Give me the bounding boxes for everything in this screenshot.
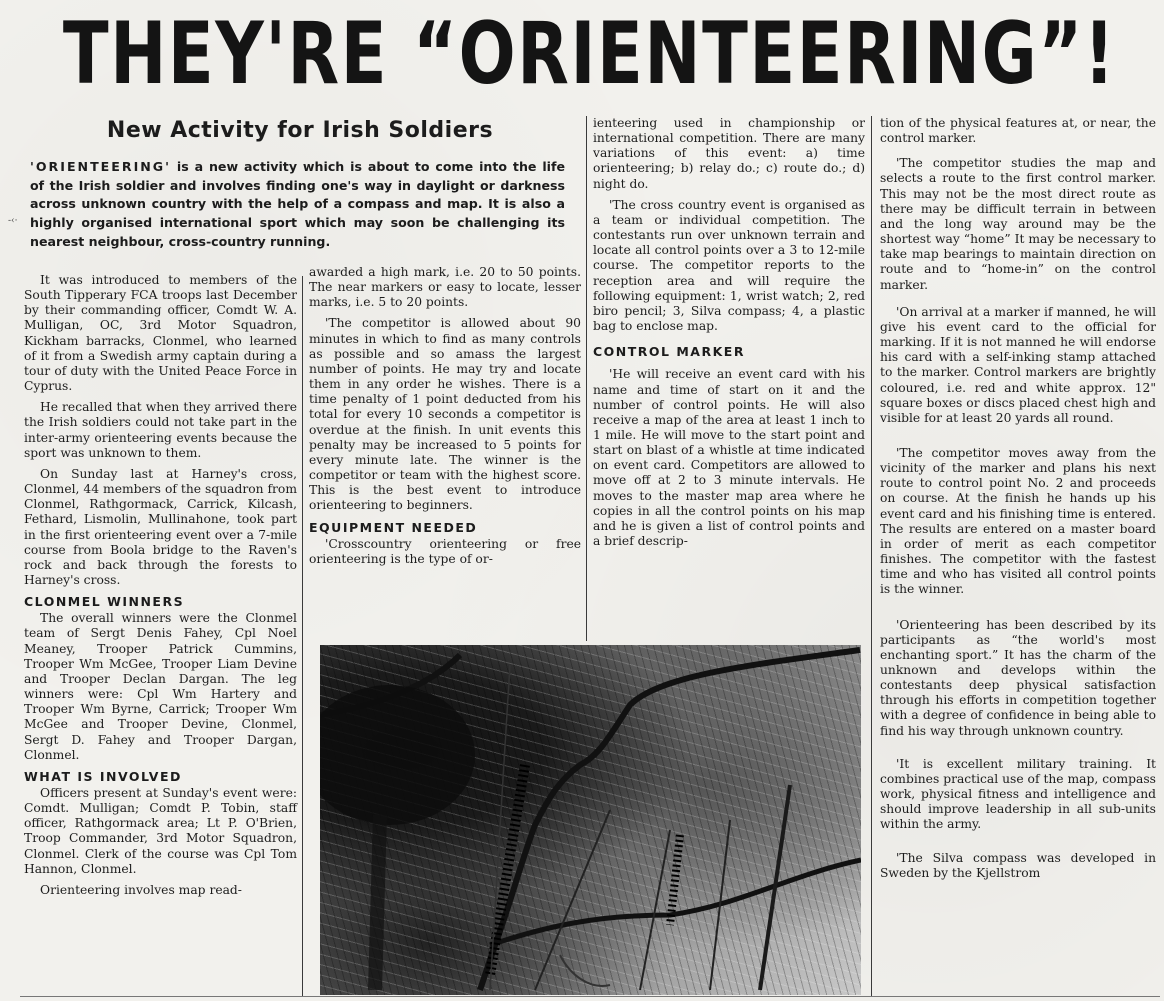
section-heading-what-is-involved: WHAT IS INVOLVED — [24, 768, 182, 784]
bottom-rule — [20, 996, 1160, 997]
paragraph: 'On arrival at a marker if manned, he will give his event card to the official for marking. If it is not manned he will endorse his card with a self-inking stamp attached to the marker. Control markers are brightly coloured, i.e. red and white approx. 12" square boxes or discs placed chest high and visible for at least 20 yards all round. — [880, 304, 1156, 425]
column-rule-2 — [586, 116, 587, 641]
paragraph: He recalled that when they arrived there the Irish soldiers could not take part in the inter-army orienteering events because the sport was unknown to them. — [24, 400, 297, 460]
paragraph: 'The cross country event is organised as a team or individual competition. The contestants run over unknown terrain and locate all control points over a 3 to 12-mile course. The competitor reports to the reception area and will require the following equipment: 1, wrist watch; 2, red biro pencil; 3, Silva compass; 4, a plastic bag to enclose map. — [593, 197, 865, 334]
headline: THEY'RE “ORIENTEERING”! — [62, 4, 1117, 104]
paragraph: 'It is excellent military training. It combines practical use of the map, compass work, physical fitness and intelligence and should improve leadership in all sub-units within the army. — [880, 756, 1156, 832]
intro-paragraph — [30, 158, 565, 252]
section-heading-clonmel-winners: CLONMEL WINNERS — [24, 594, 185, 610]
article-column-3 — [593, 116, 865, 555]
map-photograph — [320, 645, 861, 995]
paragraph: Officers present at Sunday's event were: Comdt. Mulligan; Comdt P. Tobin, staff officer, Rathgormack area; Lt P. O'Brien, Troop Commander, 3rd Motor Squadron, Clonmel. Clerk of the course was Cpl Tom Hannon, Clonmel. — [24, 786, 297, 876]
intro-lead-word: 'ORIENTEERING' — [30, 159, 171, 174]
article-column-4 — [880, 116, 1156, 887]
paragraph: awarded a high mark, i.e. 20 to 50 points. The near markers or easy to locate, lesser marks, i.e. 5 to 20 points. — [309, 265, 581, 310]
column-rule-1 — [302, 276, 303, 996]
margin-mark: -‹· — [8, 216, 18, 226]
paragraph: On Sunday last at Harney's cross, Clonmel, 44 members of the squadron from Clonmel, Rathgormack, Carrick, Kilcash, Fethard, Lismolin, Mullinahone, took part in the first orienteering event over a 7-mile course from Boola bridge to the Raven's rock and back through the forests to Harney's cross. — [24, 466, 297, 587]
intro-text: is a new activity which is about to come into the life of the Irish soldier and involves finding one's way in daylight or darkness across unknown country with the help of a compass and map. It is also a highly organised international sport which may soon be challenging its nearest neighbour, cross-country running. — [30, 159, 565, 249]
paragraph: ienteering used in championship or international competition. There are many variations of this event: a) time orienteering; b) relay do.; c) route do.; d) night do. — [593, 116, 865, 191]
paragraph: 'Orienteering has been described by its participants as “the world's most enchanting sport.” It has the charm of the unknown and develops within the contestants deep physical satisfaction through his efforts in competition together with a degree of confidence in being able to find his way through unknown country. — [880, 617, 1156, 738]
column-rule-3 — [871, 116, 872, 996]
paragraph: The overall winners were the Clonmel team of Sergt Denis Fahey, Cpl Noel Meaney, Trooper Patrick Cummins, Trooper Wm McGee, Trooper Liam Devine and Trooper Declan Dargan. The leg winners were: Cpl Wm Hartery and Trooper Wm Byrne, Carrick; Trooper Wm McGee and Trooper Devine, Clonmel, Sergt D. Fahey and Trooper Dargan, Clonmel. — [24, 611, 297, 762]
paragraph: It was introduced to members of the South Tipperary FCA troops last December by their commanding officer, Comdt W. A. Mulligan, OC, 3rd Motor Squadron, Kickham barracks, Clonmel, who learned of it from a Swedish army captain during a tour of duty with the United Peace Force in Cyprus. — [24, 273, 297, 394]
subheadline: New Activity for Irish Soldiers — [106, 118, 494, 143]
paragraph: 'The competitor studies the map and selects a route to the first control marker. This may not be the most direct route as there may be difficult terrain in between and the long way around may be the shortest way “home” It may be necessary to take map bearings to maintain direction on route and to “home-in” on the control marker. — [880, 156, 1156, 292]
section-heading-control-marker: CONTROL MARKER — [593, 344, 745, 360]
paragraph: 'The Silva compass was developed in Sweden by the Kjellstrom — [880, 850, 1156, 880]
map-route-lines-icon — [320, 645, 861, 995]
section-heading-equipment-needed: EQUIPMENT NEEDED — [309, 519, 478, 535]
paragraph: 'He will receive an event card with his name and time of start on it and the number of control points. He will also receive a map of the area at least 1 inch to 1 mile. He will move to the start point and start on blast of a whistle at time indicated on event card. Competitors are allowed to move off at 2 to 3 minute intervals. He moves to the master map area where he copies in all the control points on his map and he is given a list of control points and a brief descrip- — [593, 367, 865, 549]
paragraph: 'Crosscountry orienteering or free orienteering is the type of or- — [309, 536, 581, 566]
paragraph: tion of the physical features at, or near, the control marker. — [880, 116, 1156, 146]
paragraph-cutoff: Orienteering involves map read- — [40, 882, 242, 897]
article-column-2 — [309, 265, 581, 573]
paragraph: 'The competitor is allowed about 90 minutes in which to find as many controls as possible and so amass the largest number of points. He may try and locate them in any order he wishes. There is a time penalty of 1 point deducted from his total for every 10 seconds a competitor is overdue at the finish. In unit events this penalty may be increased to 5 points for every minute late. The winner is the competitor or team with the highest score. This is the best event to introduce orienteering to beginners. — [309, 316, 581, 513]
article-column-1 — [24, 273, 297, 904]
paragraph: 'The competitor moves away from the vicinity of the marker and plans his next route to control point No. 2 and proceeds on course. At the finish he hands up his event card and his finishing time is entered. The results are entered on a master board in order of merit as each competitor finishes. The competitor with the fastest time and who has visited all control points is the winner. — [880, 445, 1156, 597]
